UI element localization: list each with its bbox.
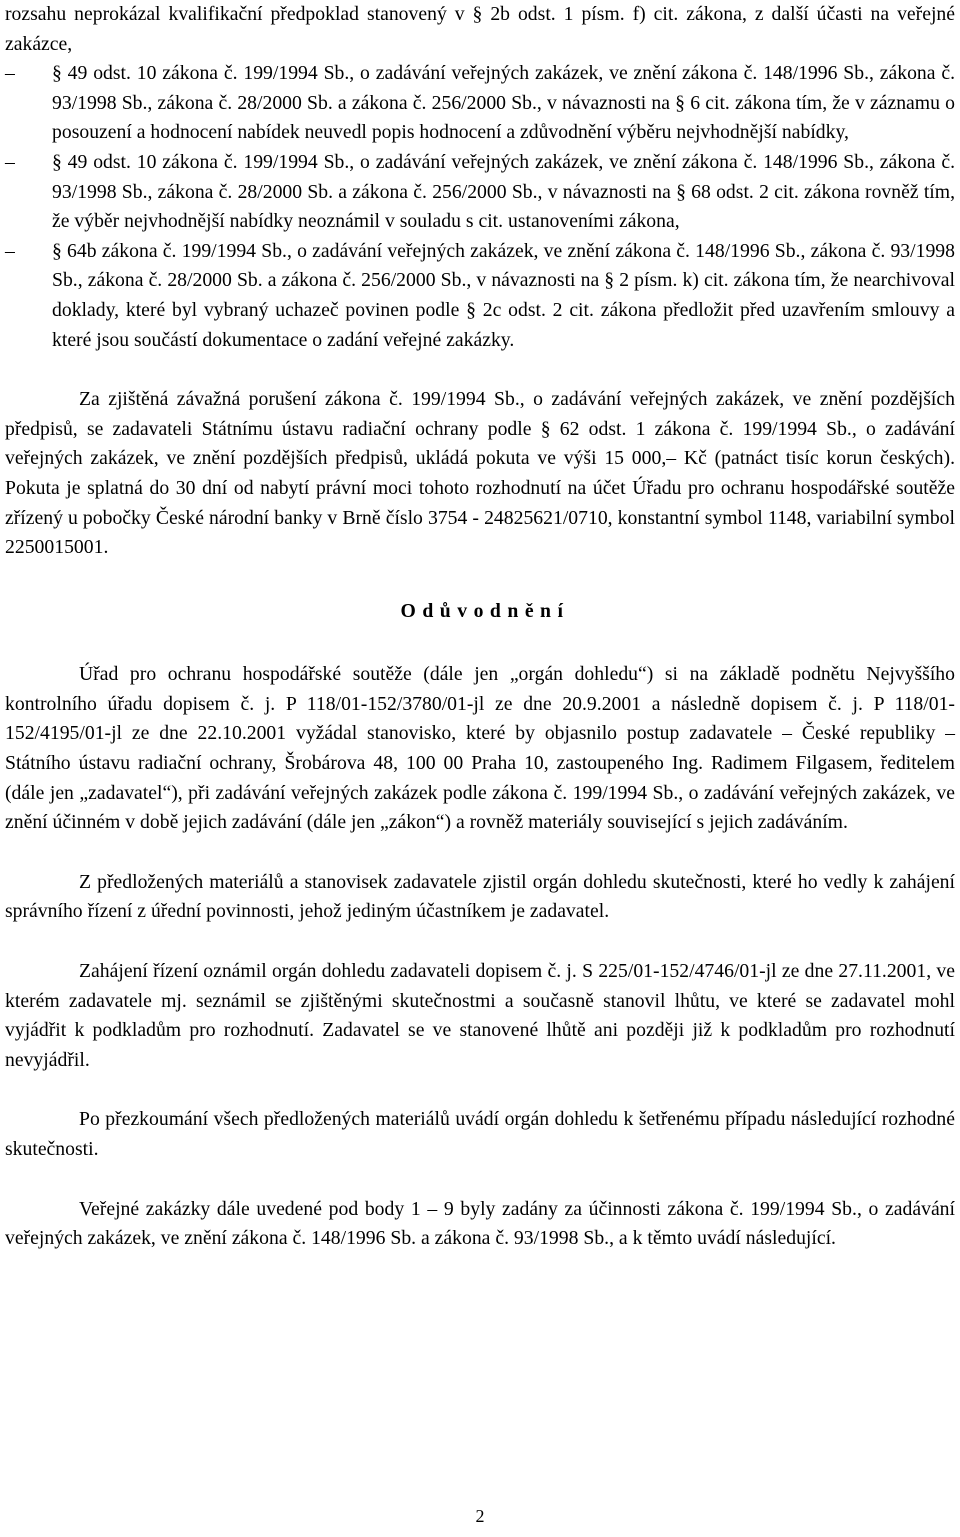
violation-list <box>5 59 955 355</box>
body-paragraph: Zahájení řízení oznámil orgán dohledu zadavateli dopisem č. j. S 225/01-152/4746/01-jl ze dne 27.11.2001, ve kterém zadavatele mj. seznámil se zjištěnými skutečnostmi a současně stanovil lhůtu, ve které se zadavatel mohl vyjádřit k podkladům pro rozhodnutí. Zadavatel se ve stanovené lhůtě ani později již k podkladům pro rozhodnutí nevyjádřil. <box>5 960 955 1071</box>
list-item <box>5 237 955 355</box>
list-item-text: § 64b zákona č. 199/1994 Sb., o zadávání veřejných zakázek, ve znění zákona č. 148/1996 Sb., zákona č. 93/1998 Sb., zákona č. 28/2000 Sb. a zákona č. 256/2000 Sb., v návaznosti na § 2 písm. k) cit. zákona tím, že nearchivoval doklady, které byl vybraný uchazeč povinen podle § 2c odst. 2 cit. zákona předložit před uzavřením smlouvy a které jsou součástí dokumentace o zadání veřejné zakázky. <box>52 239 955 351</box>
list-item <box>5 59 955 148</box>
list-dash: – <box>5 150 15 173</box>
lead-text: rozsahu neprokázal kvalifikační předpoklad stanovený v § 2b odst. 1 písm. f) cit. zákona, z další účasti na veřejné zakázce, <box>5 3 955 55</box>
list-item-text: § 49 odst. 10 zákona č. 199/1994 Sb., o zadávání veřejných zakázek, ve znění zákona č. 148/1996 Sb., zákona č. 93/1998 Sb., zákona č. 28/2000 Sb. a zákona č. 256/2000 Sb., v návaznosti na § 6 cit. zákona tím, že v záznamu o posouzení a hodnocení nabídek neuvedl popis hodnocení a zdůvodnění výběru nejvhodnější nabídky, <box>52 62 955 144</box>
penalty-paragraph: Za zjištěná závažná porušení zákona č. 199/1994 Sb., o zadávání veřejných zakázek, ve znění pozdějších předpisů, se zadavateli Státnímu ústavu radiační ochrany podle § 62 odst. 1 zákona č. 199/1994 Sb., o zadávání veřejných zakázek, ve znění pozdějších předpisů, ukládá pokuta ve výši 15 000,– Kč (patnáct tisíc korun českých). Pokuta je splatná do 30 dní od nabytí právní moci tohoto rozhodnutí na účet Úřadu pro ochranu hospodářské soutěže zřízený u pobočky České národní banky v Brně číslo 3754 - 24825621/0710, konstantní symbol 1148, variabilní symbol 2250015001. <box>5 388 955 559</box>
page-number: 2 <box>475 1506 485 1526</box>
body-paragraph: Po přezkoumání všech předložených materiálů uvádí orgán dohledu k šetřenému případu následující rozhodné skutečnosti. <box>5 1108 955 1160</box>
list-item <box>5 148 955 237</box>
body-paragraph: Z předložených materiálů a stanovisek zadavatele zjistil orgán dohledu skutečnosti, které ho vedly k zahájení správního řízení z úřední povinnosti, jehož jediným účastníkem je zadavatel. <box>5 870 955 923</box>
list-dash: – <box>5 239 15 262</box>
list-item-text: § 49 odst. 10 zákona č. 199/1994 Sb., o zadávání veřejných zakázek, ve znění zákona č. 148/1996 Sb., zákona č. 93/1998 Sb., zákona č. 28/2000 Sb. a zákona č. 256/2000 Sb., v návaznosti na § 68 odst. 2 cit. zákona rovněž tím, že výběr nejvhodnější nabídky neoznámil v souladu s cit. ustanoveními zákona, <box>52 150 955 233</box>
body-paragraph: Úřad pro ochranu hospodářské soutěže (dále jen „orgán dohledu“) si na základě podnětu Nejvyššího kontrolního úřadu dopisem č. j. P 118/01-152/3780/01-jl ze dne 20.9.2001 a následně dopisem č. j. P 118/01-152/4195/01-jl ze dne 22.10.2001 vyžádal stanovisko, které by objasnilo postup zadavatele – České republiky – Státního ústavu radiační ochrany, Šrobárova 48, 100 00 Praha 10, zastoupeného Ing. Radimem Filgasem, ředitelem (dále jen „zadavatel“), při zadávání veřejných zakázek podle zákona č. 199/1994 Sb., o zadávání veřejných zakázek, ve znění účinném v době jejich zadávání (dále jen „zákon“) a rovněž materiály související s jejich zadáváním. <box>5 663 955 834</box>
body-paragraph: Veřejné zakázky dále uvedené pod body 1 – 9 byly zadány za účinnosti zákona č. 199/1994 Sb., o zadávání veřejných zakázek, ve znění zákona č. 148/1996 Sb. a zákona č. 93/1998 Sb., a k těmto uvádí následující. <box>5 1197 955 1250</box>
section-heading: Odůvodnění <box>400 599 570 622</box>
list-dash: – <box>5 62 15 85</box>
